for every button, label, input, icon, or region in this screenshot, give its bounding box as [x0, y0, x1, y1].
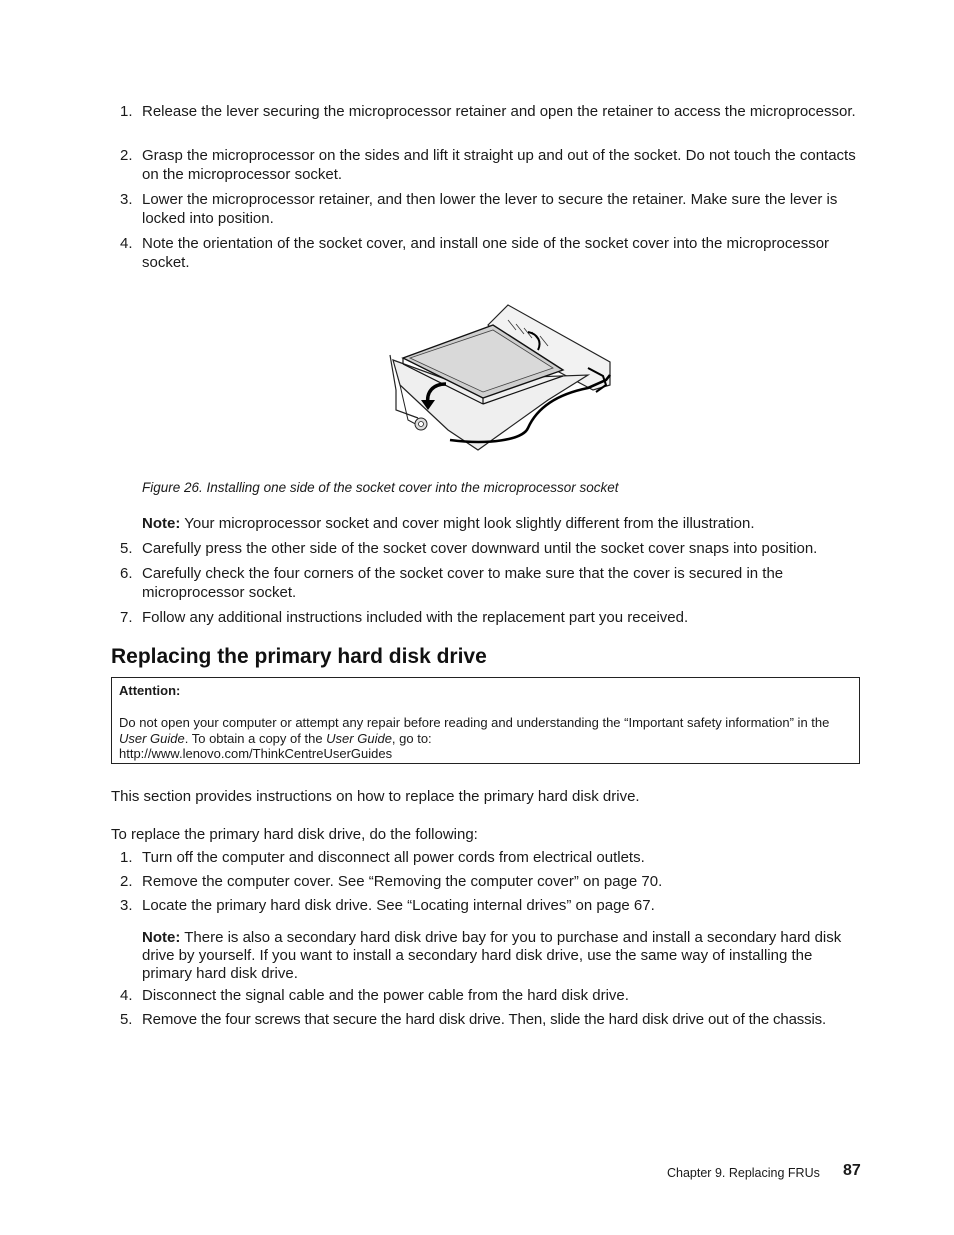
step-number: 4. [120, 987, 133, 1004]
user-guide-title: User Guide [119, 730, 185, 746]
step-text: Remove the four screws that secure the hard disk drive. Then, slide the hard disk drive out of the chassis. [142, 1011, 827, 1028]
list-item [120, 849, 865, 868]
step-text: Disconnect the signal cable and the power cable from the hard disk drive. [142, 987, 629, 1004]
chapter-footer: Chapter 9. Replacing FRUs [667, 1166, 820, 1180]
step-text: Follow any additional instructions included with the replacement part you received. [142, 609, 689, 626]
guide-url: http://www.lenovo.com/ThinkCentreUserGuides [119, 746, 393, 761]
list-item [120, 103, 865, 122]
note [142, 515, 862, 533]
list-item [120, 873, 865, 892]
list-item [120, 235, 865, 272]
step-number: 1. [120, 849, 133, 866]
attention-label: Attention: [119, 683, 181, 698]
list-item [120, 565, 865, 602]
step-text: Turn off the computer and disconnect all power cords from electrical outlets. [142, 849, 645, 866]
attention-text [119, 715, 859, 762]
note-label: Note: [142, 515, 181, 532]
list-item [120, 191, 865, 228]
step-text: Carefully check the four corners of the socket cover to make sure that the cover is secured in the microprocessor socket. [142, 565, 784, 601]
step-number: 5. [120, 1011, 133, 1028]
note-text: There is also a secondary hard disk drive bay for you to purchase and install a secondary hard disk drive by yourself. If you want to install a secondary hard disk drive, use the same way of installing the primary hard disk drive. [142, 929, 842, 982]
page-number: 87 [843, 1162, 861, 1179]
step-number: 6. [120, 565, 133, 582]
step-text: Note the orientation of the socket cover, and install one side of the socket cover into the microprocessor socket. [142, 235, 830, 271]
step-text: Lower the microprocessor retainer, and then lower the lever to secure the retainer. Make sure the lever is locked into position. [142, 191, 838, 227]
intro-paragraph: To replace the primary hard disk drive, do the following: [111, 826, 478, 843]
attention-text-part: . To obtain a copy of the [184, 730, 327, 746]
step-number: 3. [120, 191, 133, 208]
step-number: 5. [120, 540, 133, 557]
list-item [120, 897, 865, 916]
step-text: Remove the computer cover. See “Removing the computer cover” on page 70. [142, 873, 663, 890]
section-title: Replacing the primary hard disk drive [111, 645, 487, 668]
user-guide-title: User Guide [326, 730, 392, 746]
step-text: Grasp the microprocessor on the sides and lift it straight up and out of the socket. Do not touch the contacts on the microprocessor socket. [142, 147, 856, 183]
step-number: 1. [120, 103, 133, 120]
step-number: 4. [120, 235, 133, 252]
list-item [120, 540, 865, 559]
step-number: 3. [120, 897, 133, 914]
note-label: Note: [142, 929, 181, 946]
step-text: Locate the primary hard disk drive. See “Locating internal drives” on page 67. [142, 897, 655, 914]
list-item [120, 609, 865, 628]
step-number: 7. [120, 609, 133, 626]
note-text: Your microprocessor socket and cover might look slightly different from the illustration. [180, 515, 755, 532]
attention-text-part: Do not open your computer or attempt any repair before reading and understanding the “Important safety information” in the [119, 715, 830, 730]
attention-box [111, 677, 860, 764]
note [142, 929, 860, 983]
step-text: Carefully press the other side of the socket cover downward until the socket cover snaps into position. [142, 540, 818, 557]
step-number: 2. [120, 147, 133, 164]
step-number: 2. [120, 873, 133, 890]
socket-cover-illustration [388, 300, 613, 455]
intro-paragraph: This section provides instructions on how to replace the primary hard disk drive. [111, 788, 640, 805]
list-item [120, 1011, 865, 1030]
list-item [120, 987, 865, 1006]
list-item [120, 147, 865, 184]
figure-caption: Figure 26. Installing one side of the socket cover into the microprocessor socket [142, 480, 619, 495]
attention-text-part: , go to: [391, 730, 432, 746]
step-text: Release the lever securing the microprocessor retainer and open the retainer to access the microprocessor. [142, 103, 856, 120]
